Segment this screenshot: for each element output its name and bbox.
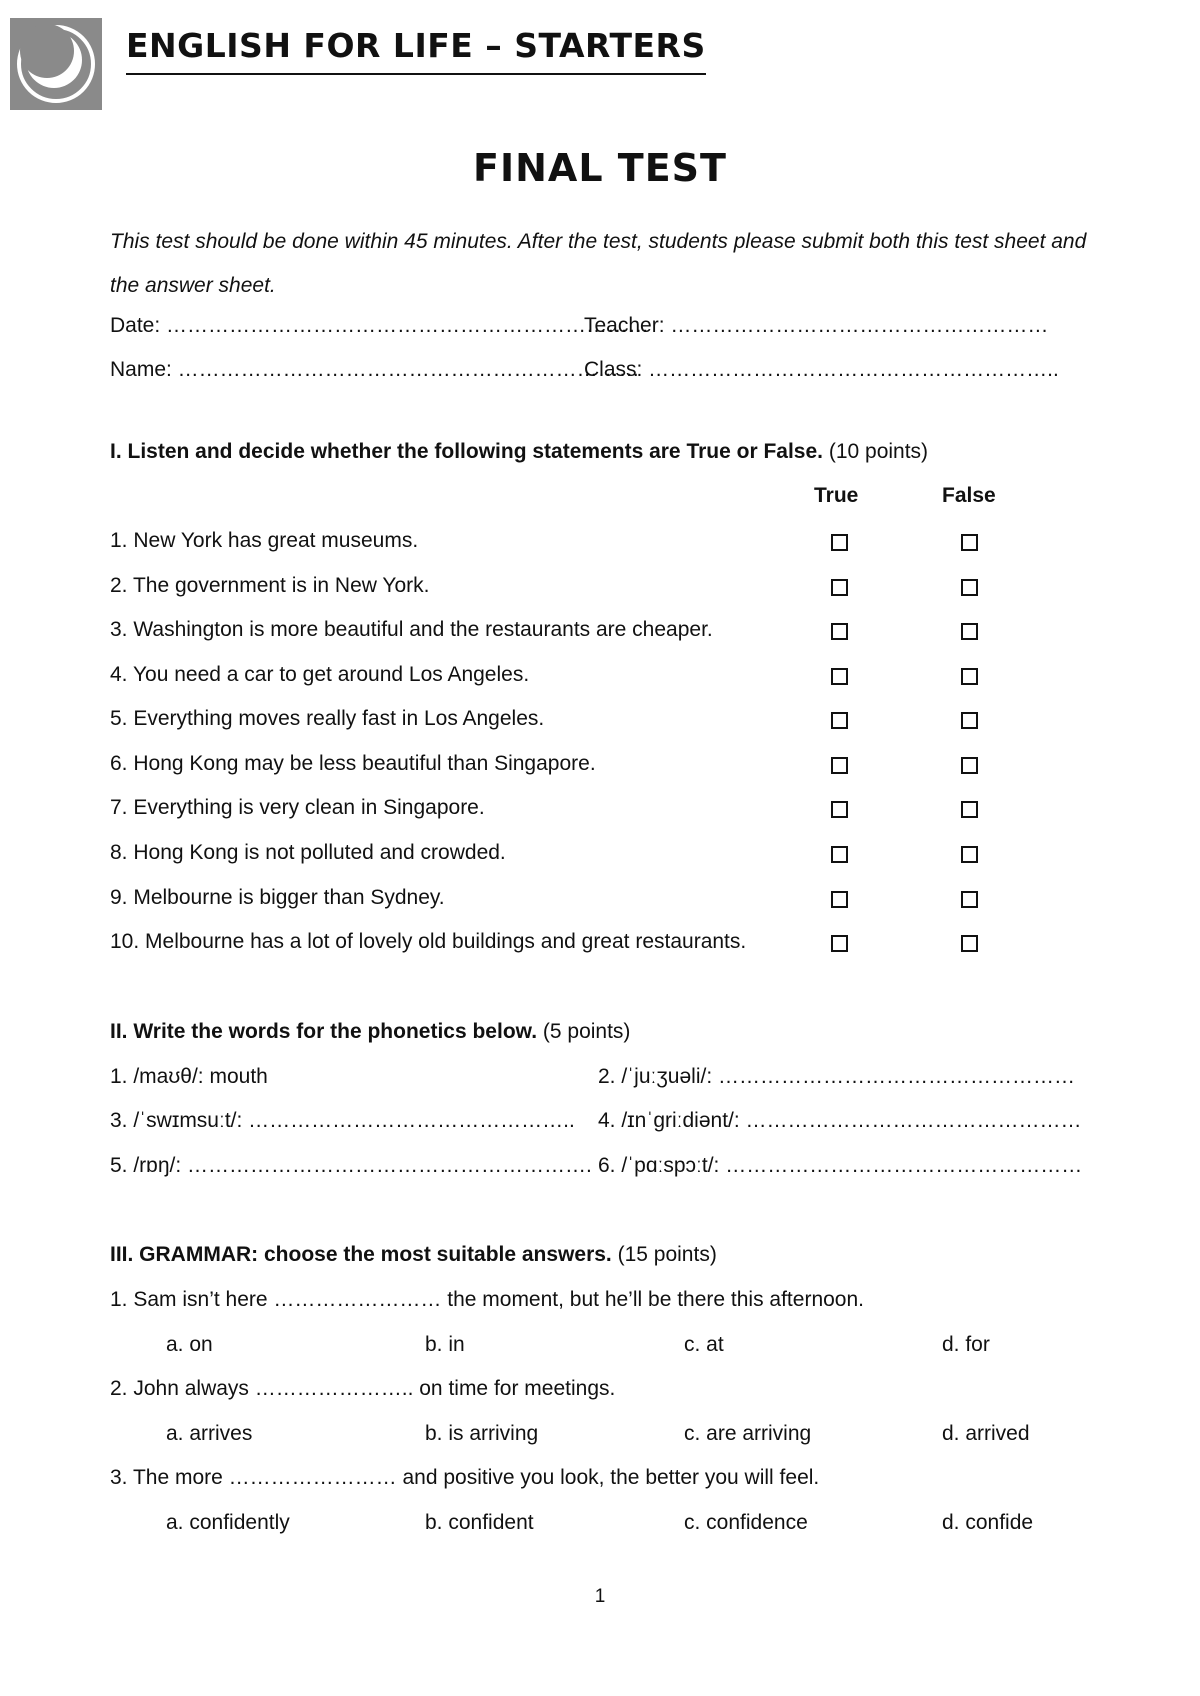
true-column-header: True xyxy=(814,484,859,507)
true-checkbox[interactable] xyxy=(831,668,848,685)
section3-heading xyxy=(110,1243,717,1267)
page-title: FINAL TEST xyxy=(473,146,727,190)
false-checkbox[interactable] xyxy=(961,801,978,818)
section3-title: III. GRAMMAR: choose the most suitable answers. xyxy=(110,1243,612,1266)
tf-statement: 4. You need a car to get around Los Angeles. xyxy=(110,663,530,686)
logo xyxy=(10,18,102,110)
tf-statement: 9. Melbourne is bigger than Sydney. xyxy=(110,886,445,909)
brand-title: ENGLISH FOR LIFE – STARTERS xyxy=(126,26,706,75)
answer-option[interactable]: c. are arriving xyxy=(684,1422,812,1445)
false-checkbox[interactable] xyxy=(961,623,978,640)
tf-statement: 5. Everything moves really fast in Los Angeles. xyxy=(110,707,545,730)
teacher-field: Teacher: ……………………………………………… xyxy=(584,314,1049,337)
false-column-header: False xyxy=(942,484,996,507)
section1-points: (10 points) xyxy=(823,440,929,463)
section1-title: I. Listen and decide whether the following statements are True or False. xyxy=(110,440,823,463)
answer-option[interactable]: a. on xyxy=(166,1333,213,1356)
grammar-question: 3. The more …………………… and positive you look, the better you will feel. xyxy=(110,1466,820,1489)
intro-text: This test should be done within 45 minutes. After the test, students please submit both this test sheet and the answer sheet. xyxy=(110,230,1087,297)
answer-option[interactable]: a. confidently xyxy=(166,1511,290,1534)
true-checkbox[interactable] xyxy=(831,534,848,551)
true-checkbox[interactable] xyxy=(831,623,848,640)
true-checkbox[interactable] xyxy=(831,801,848,818)
phonetic-item: 5. /rɒŋ/: …………………………………………………. xyxy=(110,1154,592,1177)
section2-heading xyxy=(110,1020,630,1044)
true-checkbox[interactable] xyxy=(831,935,848,952)
phonetic-item: 3. /ˈswɪmsuːt/: ……………………………………….. xyxy=(110,1109,575,1132)
answer-option[interactable]: a. arrives xyxy=(166,1422,253,1445)
answer-option[interactable]: d. arrived xyxy=(942,1422,1030,1445)
page-number: 1 xyxy=(594,1586,606,1607)
grammar-question: 2. John always ………………….. on time for meetings. xyxy=(110,1377,616,1400)
phonetic-item: 1. /maʊθ/: mouth xyxy=(110,1065,268,1088)
grammar-question: 1. Sam isn’t here …………………… the moment, but he’ll be there this afternoon. xyxy=(110,1288,864,1311)
false-checkbox[interactable] xyxy=(961,668,978,685)
true-checkbox[interactable] xyxy=(831,712,848,729)
false-checkbox[interactable] xyxy=(961,579,978,596)
answer-option[interactable]: b. confident xyxy=(425,1511,534,1534)
tf-statement: 6. Hong Kong may be less beautiful than Singapore. xyxy=(110,752,596,775)
section2-title: II. Write the words for the phonetics below. xyxy=(110,1020,538,1043)
phonetic-item: 6. /ˈpɑːspɔːt/: …………………………………………… xyxy=(598,1154,1083,1177)
false-checkbox[interactable] xyxy=(961,935,978,952)
section1-heading xyxy=(110,440,928,464)
false-checkbox[interactable] xyxy=(961,534,978,551)
class-field: Class: ………………………………………………….. xyxy=(584,358,1059,381)
tf-statement: 1. New York has great museums. xyxy=(110,529,419,552)
section2-points: (5 points) xyxy=(537,1020,631,1043)
answer-option[interactable]: b. in xyxy=(425,1333,465,1356)
true-checkbox[interactable] xyxy=(831,891,848,908)
true-checkbox[interactable] xyxy=(831,846,848,863)
answer-option[interactable]: d. for xyxy=(942,1333,990,1356)
date-field: Date: …………………………………………………………… xyxy=(110,314,650,337)
false-checkbox[interactable] xyxy=(961,712,978,729)
answer-option[interactable]: b. is arriving xyxy=(425,1422,539,1445)
tf-statement: 8. Hong Kong is not polluted and crowded. xyxy=(110,841,506,864)
tf-statement: 10. Melbourne has a lot of lovely old buildings and great restaurants. xyxy=(110,930,747,953)
tf-statement: 2. The government is in New York. xyxy=(110,574,430,597)
false-checkbox[interactable] xyxy=(961,891,978,908)
tf-statement: 3. Washington is more beautiful and the restaurants are cheaper. xyxy=(110,618,713,641)
true-checkbox[interactable] xyxy=(831,579,848,596)
tf-statement: 7. Everything is very clean in Singapore. xyxy=(110,796,485,819)
false-checkbox[interactable] xyxy=(961,757,978,774)
section3-points: (15 points) xyxy=(611,1243,717,1266)
false-checkbox[interactable] xyxy=(961,846,978,863)
answer-option[interactable]: d. confide xyxy=(942,1511,1034,1534)
answer-option[interactable]: c. at xyxy=(684,1333,724,1356)
true-checkbox[interactable] xyxy=(831,757,848,774)
name-field: Name: ………………………………………………………… xyxy=(110,358,640,381)
answer-option[interactable]: c. confidence xyxy=(684,1511,808,1534)
phonetic-item: 4. /ɪnˈgriːdiənt/: ………………………………………… xyxy=(598,1109,1082,1132)
phonetic-item: 2. /ˈjuːʒuəli/: …………………………………………… xyxy=(598,1065,1075,1088)
